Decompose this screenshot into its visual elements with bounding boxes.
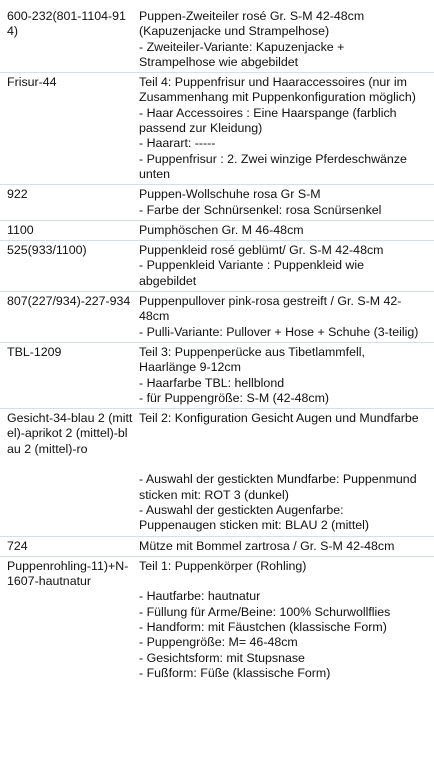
blank-line bbox=[139, 457, 421, 472]
description-line: Teil 4: Puppenfrisur und Haaraccessoires (nur im Zusammenhang mit Puppenkonfiguration möglich) bbox=[139, 75, 416, 105]
item-description bbox=[137, 223, 427, 238]
description-line: - Hautfarbe: hautnatur bbox=[139, 589, 261, 604]
order-items-table bbox=[0, 7, 434, 683]
description-line: Puppenkleid rosé geblümt/ Gr. S-M 42-48cm bbox=[139, 243, 384, 258]
table-row bbox=[0, 537, 434, 557]
description-line: - Füllung für Arme/Beine: 100% Schurwollflies bbox=[139, 604, 391, 619]
article-number: Frisur-44 bbox=[7, 75, 57, 90]
table-row bbox=[0, 185, 434, 221]
description-line: - Puppengröße: M= 46-48cm bbox=[139, 635, 298, 650]
table-row bbox=[0, 73, 434, 185]
blank-line bbox=[139, 442, 421, 457]
description-line: Puppen-Wollschuhe rosa Gr S-M bbox=[139, 187, 321, 202]
table-row bbox=[0, 221, 434, 241]
table-row bbox=[0, 409, 434, 536]
table-row bbox=[0, 343, 434, 409]
article-number: 1100 bbox=[7, 222, 34, 237]
description-line: - Handform: mit Fäustchen (klassische Form) bbox=[139, 619, 387, 634]
table-row bbox=[0, 241, 434, 292]
description-line: Teil 3: Puppenperücke aus Tibetlammfell, Haarlänge 9-12cm bbox=[139, 344, 365, 375]
article-number: 807(227/934)-227-934 bbox=[7, 294, 131, 309]
description-line: (Kapuzenjacke und Strampelhose) bbox=[139, 24, 330, 39]
description-line: Pumphöschen Gr. M 46-48cm bbox=[139, 222, 304, 237]
description-line: - für Puppengröße: S-M (42-48cm) bbox=[139, 390, 330, 405]
item-description bbox=[137, 187, 427, 218]
description-line: - Gesichtsform: mit Stupsnase bbox=[139, 650, 305, 665]
description-line: - Haarart: ----- bbox=[139, 136, 216, 151]
item-description bbox=[137, 345, 427, 406]
item-description bbox=[137, 411, 427, 533]
description-line: - Puppenkleid Variante : Puppenkleid wie abgebildet bbox=[139, 258, 365, 288]
description-line: - Haar Accessoires : Eine Haarspange (farblich passend zur Kleidung) bbox=[139, 105, 397, 136]
table-row bbox=[0, 7, 434, 73]
article-number: 724 bbox=[7, 538, 28, 553]
description-line: Mütze mit Bommel zartrosa / Gr. S-M 42-48cm bbox=[139, 538, 395, 553]
blank-line bbox=[139, 574, 421, 589]
description-line: Teil 2: Konfiguration Gesicht Augen und Mundfarbe bbox=[139, 411, 419, 426]
article-number: 922 bbox=[7, 187, 28, 202]
description-line: - Auswahl der gestickten Augenfarbe: Puppenaugen sticken mit: BLAU 2 (mittel) bbox=[139, 502, 370, 533]
description-line: - Puppenfrisur : 2. Zwei winzige Pferdeschwänze unten bbox=[139, 151, 407, 181]
article-number: TBL-1209 bbox=[7, 344, 62, 359]
description-line: - Auswahl der gestickten Mundfarbe: Puppenmund sticken mit: ROT 3 (dunkel) bbox=[139, 472, 417, 502]
description-line: Teil 1: Puppenkörper (Rohling) bbox=[139, 558, 307, 573]
item-description bbox=[137, 9, 427, 70]
item-description bbox=[137, 539, 427, 554]
description-line: - Zweiteiler-Variante: Kapuzenjacke + Strampelhose wie abgebildet bbox=[139, 39, 345, 69]
description-line: - Farbe der Schnürsenkel: rosa Scnürsenkel bbox=[139, 202, 382, 217]
description-line: Puppen-Zweiteiler rosé Gr. S-M 42-48cm bbox=[139, 9, 365, 23]
article-number: Gesicht-34-blau 2 (mittel)-aprikot 2 (mittel)-blau 2 (mittel)-ro bbox=[7, 411, 133, 456]
item-description bbox=[137, 243, 427, 289]
item-description bbox=[137, 75, 427, 182]
table-row bbox=[0, 557, 434, 683]
article-number: 600-232(801-1104-914) bbox=[7, 9, 126, 39]
description-line: - Fußform: Füße (klassische Form) bbox=[139, 665, 331, 680]
description-line: - Haarfarbe TBL: hellblond bbox=[139, 375, 285, 390]
table-row bbox=[0, 292, 434, 343]
article-number: Puppenrohling-11)+N-1607-hautnatur bbox=[7, 558, 129, 589]
article-number: 525(933/1100) bbox=[7, 243, 87, 258]
description-line: - Pulli-Variante: Pullover + Hose + Schuhe (3-teilig) bbox=[139, 324, 419, 339]
blank-line bbox=[139, 426, 421, 441]
description-line: Puppenpullover pink-rosa gestreift / Gr. S-M 42-48cm bbox=[139, 294, 402, 324]
item-description bbox=[137, 294, 427, 340]
item-description bbox=[137, 559, 427, 681]
